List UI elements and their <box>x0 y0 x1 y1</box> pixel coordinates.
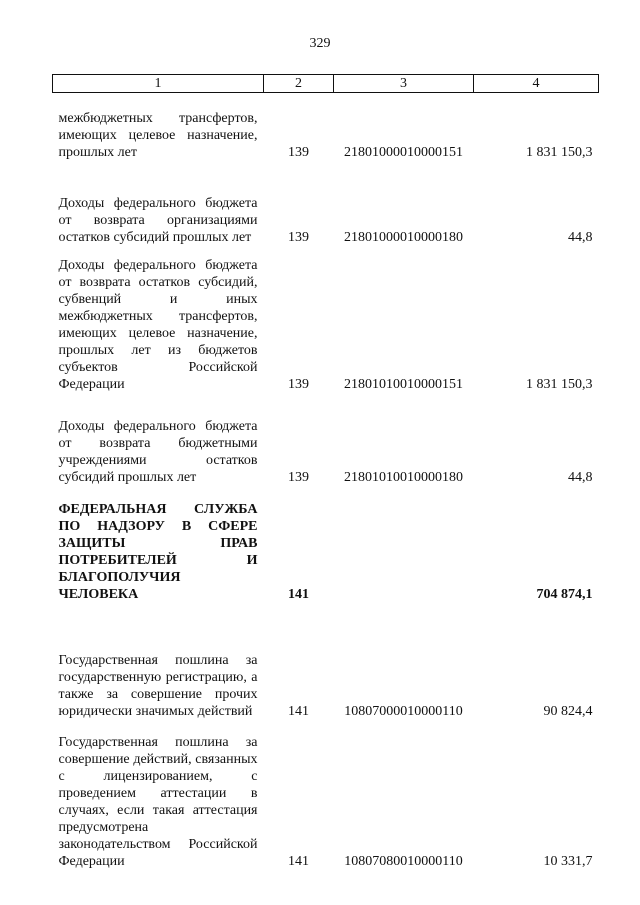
revenue-name: Государственная пошлина за государственную регистрацию, а также за совершение прочих юридически значимых действий <box>58 652 258 719</box>
budget-class-code: 21801010010000151 <box>344 376 463 392</box>
admin-code: 141 <box>288 853 309 869</box>
revenue-name: Доходы федерального бюджета от возврата бюджетными учреждениями остатков субсидий прошлых лет <box>58 418 258 485</box>
admin-code: 141 <box>288 703 309 719</box>
budget-class-code: 21801010010000180 <box>344 469 463 485</box>
table-row <box>53 169 599 254</box>
amount: 1 831 150,3 <box>526 144 593 160</box>
amount: 1 831 150,3 <box>526 376 593 392</box>
amount: 44,8 <box>568 469 593 485</box>
revenue-name: Доходы федерального бюджета от возврата остатков субсидий, субвенций и иных межбюджетных трансфертов, имеющих целевое назначение, прошлых лет из бюджетов субъектов Российской Федерации <box>58 257 258 392</box>
column-header-1: 1 <box>53 75 264 93</box>
table-row <box>53 254 599 401</box>
revenue-name: межбюджетных трансфертов, имеющих целевое назначение, прошлых лет <box>58 110 258 160</box>
page-number: 329 <box>309 36 331 51</box>
agency-name: ФЕДЕРАЛЬНАЯ СЛУЖБА ПО НАДЗОРУ В СФЕРЕ ЗАЩИТЫ ПРАВ ПОТРЕБИТЕЛЕЙ И БЛАГОПОЛУЧИЯ ЧЕЛОВЕКА <box>58 501 258 602</box>
budget-class-code: 10807080010000110 <box>344 853 463 869</box>
admin-code: 139 <box>288 469 309 485</box>
column-header-3: 3 <box>334 75 474 93</box>
amount: 90 824,4 <box>543 703 593 719</box>
table-row-agency <box>53 494 599 611</box>
admin-code: 139 <box>288 229 309 245</box>
table-row <box>53 611 599 728</box>
table-row <box>53 401 599 494</box>
budget-class-code: 21801000010000151 <box>344 144 463 160</box>
column-header-4: 4 <box>474 75 599 93</box>
budget-class-code: 10807000010000110 <box>344 703 463 719</box>
revenue-name: Государственная пошлина за совершение действий, связанных с лицензированием, с проведением аттестации в случаях, если такая аттестация предусмотрена законодательством Российской Федерации <box>58 734 258 869</box>
table-header-row <box>53 75 599 93</box>
amount: 44,8 <box>568 229 593 245</box>
table-row <box>53 728 599 878</box>
budget-class-code <box>334 494 474 611</box>
revenue-name: Доходы федерального бюджета от возврата организациями остатков субсидий прошлых лет <box>58 195 258 245</box>
admin-code: 141 <box>288 586 309 602</box>
admin-code: 139 <box>288 376 309 392</box>
budget-revenue-table <box>52 74 599 878</box>
amount: 10 331,7 <box>543 853 593 869</box>
column-header-2: 2 <box>264 75 334 93</box>
budget-class-code: 21801000010000180 <box>344 229 463 245</box>
admin-code: 139 <box>288 144 309 160</box>
table-row <box>53 93 599 169</box>
amount: 704 874,1 <box>536 586 593 602</box>
